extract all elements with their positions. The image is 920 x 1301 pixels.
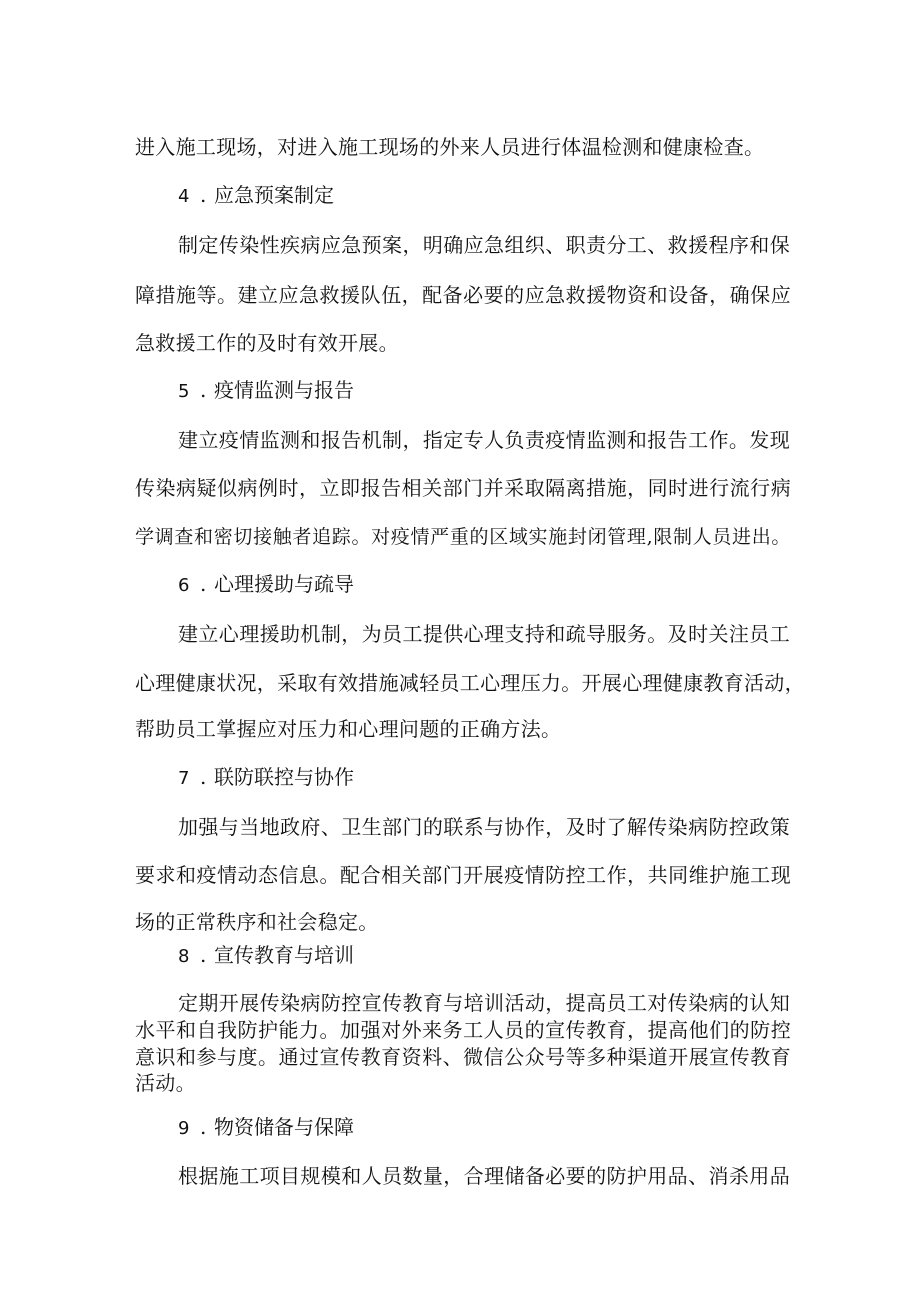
paragraph-line: 心理健康状况，采取有效措施减轻员工心理压力。开展心理健康教育活动， [135,671,805,695]
paragraph-line: 学调查和密切接触者追踪。对疫情严重的区域实施封闭管理,限制人员进出。 [135,526,791,548]
section-title: 宣传教育与培训 [214,943,354,967]
paragraph-line: 帮助员工掌握应对压力和心理问题的正确方法。 [135,717,562,741]
section-title: 物资储备与保障 [214,1115,354,1139]
section-number: 5 [178,381,190,402]
paragraph-line: 定期开展传染病防控宣传教育与培训活动，提高员工对传染病的认知 [178,991,790,1015]
section-number: 4 [178,186,190,207]
section-heading [178,181,334,211]
section-title: 应急预案制定 [214,183,334,207]
section-title: 疫情监测与报告 [214,378,354,402]
paragraph-line: 意识和参与度。通过宣传教育资料、微信公众号等多种渠道开展宣传教育 [135,1045,791,1069]
paragraph-line: 制定传染性疾病应急预案，明确应急组织、职责分工、救援程序和保 [178,233,790,257]
paragraph-line: 建立心理援助机制，为员工提供心理支持和疏导服务。及时关注员工 [178,622,790,646]
section-heading [178,763,354,793]
paragraph-line: 活动。 [135,1071,196,1095]
section-heading [178,376,354,406]
section-number: 9 [178,1118,190,1139]
paragraph-line: 水平和自我防护能力。加强对外来务工人员的宣传教育，提高他们的防控 [135,1018,791,1042]
section-number: 6 [178,575,190,596]
paragraph-line: 根据施工项目规模和人员数量，合理储备必要的防护用品、消杀用品 [178,1164,790,1188]
section-title: 联防联控与协作 [214,765,354,789]
paragraph-line: 进入施工现场，对进入施工现场的外来人员进行体温检测和健康检查。 [135,135,765,159]
paragraph-line: 建立疫情监测和报告机制，指定专人负责疫情监测和报告工作。发现 [178,428,790,452]
section-heading [178,570,354,600]
paragraph-line: 传染病疑似病例时，立即报告相关部门并采取隔离措施，同时进行流行病 [135,476,791,500]
section-separator: . [200,1115,207,1139]
section-heading [178,941,354,971]
section-separator: . [200,378,207,402]
paragraph-line: 要求和疫情动态信息。配合相关部门开展疫情防控工作，共同维护施工现 [135,863,791,887]
paragraph-line: 障措施等。建立应急救援队伍，配备必要的应急救援物资和设备，确保应 [135,283,791,307]
section-separator: . [200,943,207,967]
section-separator: . [200,765,207,789]
section-number: 7 [178,768,190,789]
paragraph-line: 急救援工作的及时有效开展。 [135,331,399,355]
section-number: 8 [178,946,190,967]
section-title: 心理援助与疏导 [214,572,354,596]
section-heading [178,1113,354,1143]
section-separator: . [200,183,207,207]
paragraph-line: 场的正常秩序和社会稳定。 [135,910,379,934]
section-separator: . [200,572,207,596]
paragraph-line: 加强与当地政府、卫生部门的联系与协作，及时了解传染病防控政策 [178,815,790,839]
